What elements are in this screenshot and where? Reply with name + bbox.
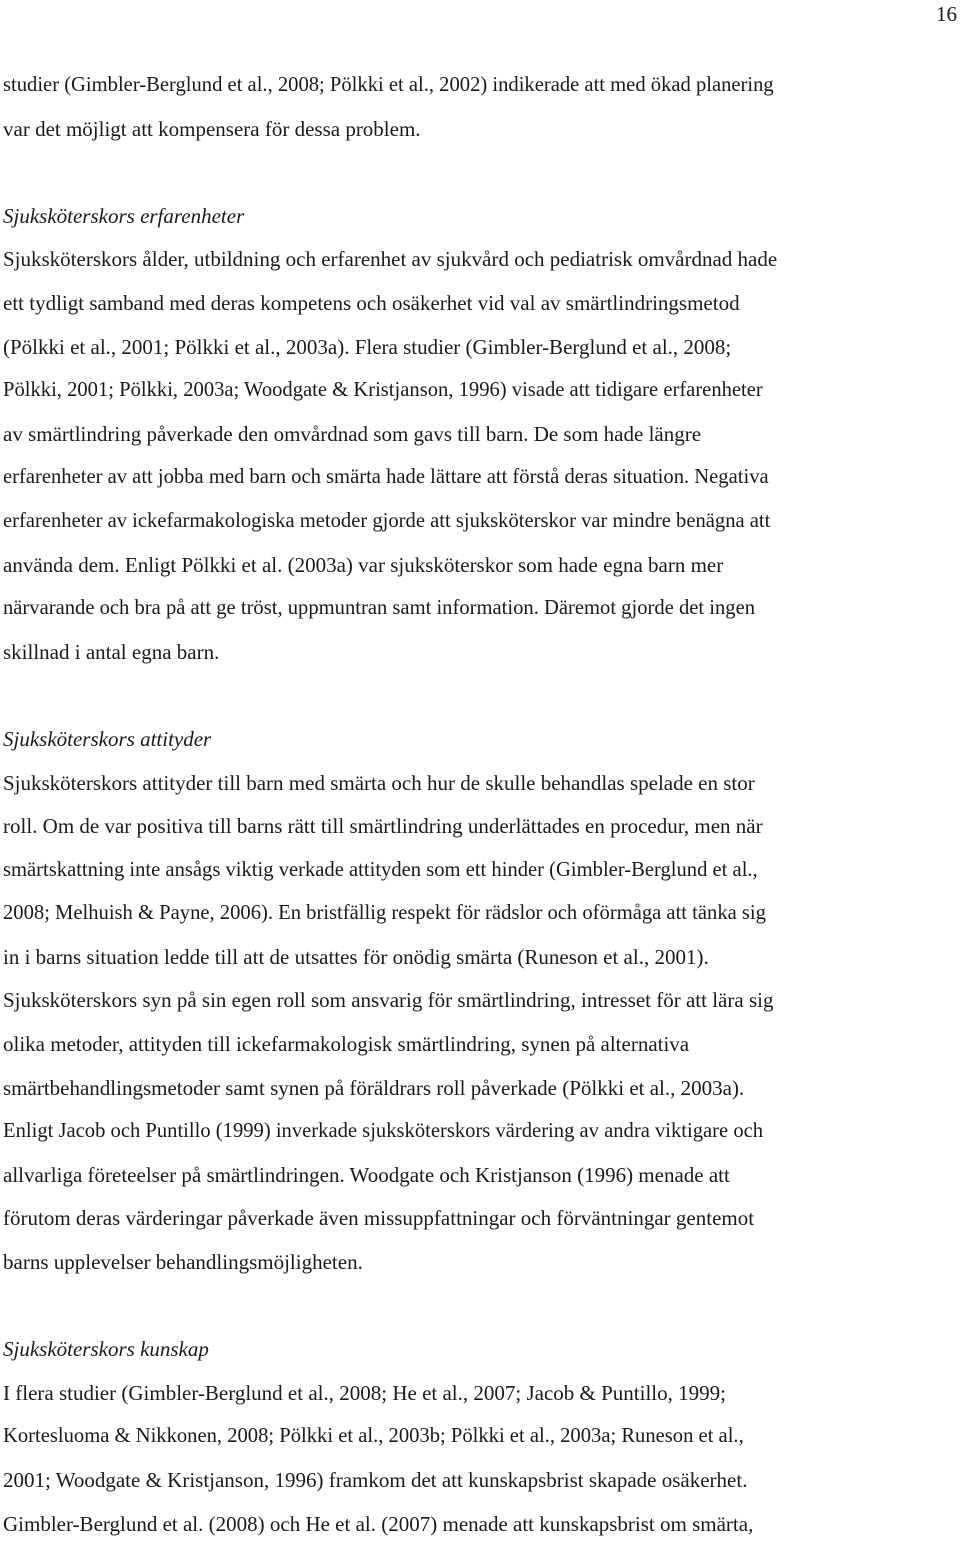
text-line: olika metoder, attityden till ickefarmakologisk smärtlindring, synen på alternativa <box>3 1032 690 1057</box>
text-line: närvarande och bra på att ge tröst, uppmuntran samt information. Däremot gjorde det ingen <box>3 597 756 620</box>
paragraph-spacer <box>3 151 953 195</box>
text-line: Sjuksköterskors syn på sin egen roll som ansvarig för smärtlindring, intresset för att lära sig <box>3 988 774 1013</box>
section-heading: Sjuksköterskors kunskap <box>3 1337 209 1362</box>
text-line: Gimbler-Berglund et al. (2008) och He et al. (2007) menade att kunskapsbrist om smärta, <box>3 1511 754 1536</box>
text-line: erfarenheter av att jobba med barn och smärta hade lättare att förstå deras situation. Negativa <box>3 466 769 489</box>
text-line: skillnad i antal egna barn. <box>3 639 220 664</box>
text-line: var det möjligt att kompensera för dessa problem. <box>3 116 421 141</box>
text-line: in i barns situation ledde till att de utsattes för onödig smärta (Runeson et al., 2001). <box>3 944 709 969</box>
section-attitudes <box>3 718 953 1285</box>
text-line: erfarenheter av ickefarmakologiska metoder gjorde att sjuksköterskor var mindre benägna att <box>3 509 771 532</box>
text-line: Sjuksköterskors ålder, utbildning och erfarenhet av sjukvård och pediatrisk omvårdnad hade <box>3 247 778 272</box>
text-line: smärtbehandlingsmetoder samt synen på föräldrars roll påverkade (Pölkki et al., 2003a). <box>3 1075 745 1100</box>
section-heading: Sjuksköterskors erfarenheter <box>3 203 245 228</box>
section-experiences <box>3 195 953 675</box>
text-line: Enligt Jacob och Puntillo (1999) inverkade sjuksköterskors värdering av andra viktigare och <box>3 1120 764 1143</box>
text-line: barns upplevelser behandlingsmöjligheten. <box>3 1250 363 1275</box>
text-line: förutom deras värderingar påverkade även missuppfattningar och förväntningar gentemot <box>3 1206 755 1231</box>
text-line: allvarliga företeelser på smärtlindringen. Woodgate och Kristjanson (1996) menade att <box>3 1162 730 1187</box>
text-line: 2001; Woodgate & Kristjanson, 1996) framkom det att kunskapsbrist skapade osäkerhet. <box>3 1468 748 1492</box>
page-number: 16 <box>936 2 957 26</box>
text-line: (Pölkki et al., 2001; Pölkki et al., 2003a). Flera studier (Gimbler-Berglund et al., 2008; <box>3 334 732 359</box>
text-line: använda dem. Enligt Pölkki et al. (2003a) var sjuksköterskor som hade egna barn mer <box>3 552 724 577</box>
text-line: Sjuksköterskors attityder till barn med smärta och hur de skulle behandlas spelade en stor <box>3 770 755 795</box>
text-line: smärtskattning inte ansågs viktig verkade attityden som ett hinder (Gimbler-Berglund et al., <box>3 858 758 881</box>
intro-paragraph <box>3 64 953 151</box>
text-line: 2008; Melhuish & Payne, 2006). En bristfällig respekt för rädslor och oförmåga att tänka sig <box>3 902 766 925</box>
text-line: Pölkki, 2001; Pölkki, 2003a; Woodgate & Kristjanson, 1996) visade att tidigare erfarenheter <box>3 379 763 402</box>
document-body <box>3 64 953 1546</box>
text-line: studier (Gimbler-Berglund et al., 2008; Pölkki et al., 2002) indikerade att med ökad planering <box>3 74 774 96</box>
text-line: roll. Om de var positiva till barns rätt till smärtlindring underlättades en procedur, men när <box>3 814 763 839</box>
section-knowledge <box>3 1328 953 1546</box>
text-line: I flera studier (Gimbler-Berglund et al., 2008; He et al., 2007; Jacob & Puntillo, 1999; <box>3 1380 726 1405</box>
text-line: av smärtlindring påverkade den omvårdnad som gavs till barn. De som hade längre <box>3 421 702 446</box>
section-heading: Sjuksköterskors attityder <box>3 726 212 751</box>
paragraph-spacer <box>3 674 953 718</box>
paragraph-spacer <box>3 1285 953 1329</box>
text-line: ett tydligt samband med deras kompetens och osäkerhet vid val av smärtlindringsmetod <box>3 290 740 315</box>
text-line: Kortesluoma & Nikkonen, 2008; Pölkki et al., 2003b; Pölkki et al., 2003a; Runeson et al., <box>3 1425 744 1448</box>
